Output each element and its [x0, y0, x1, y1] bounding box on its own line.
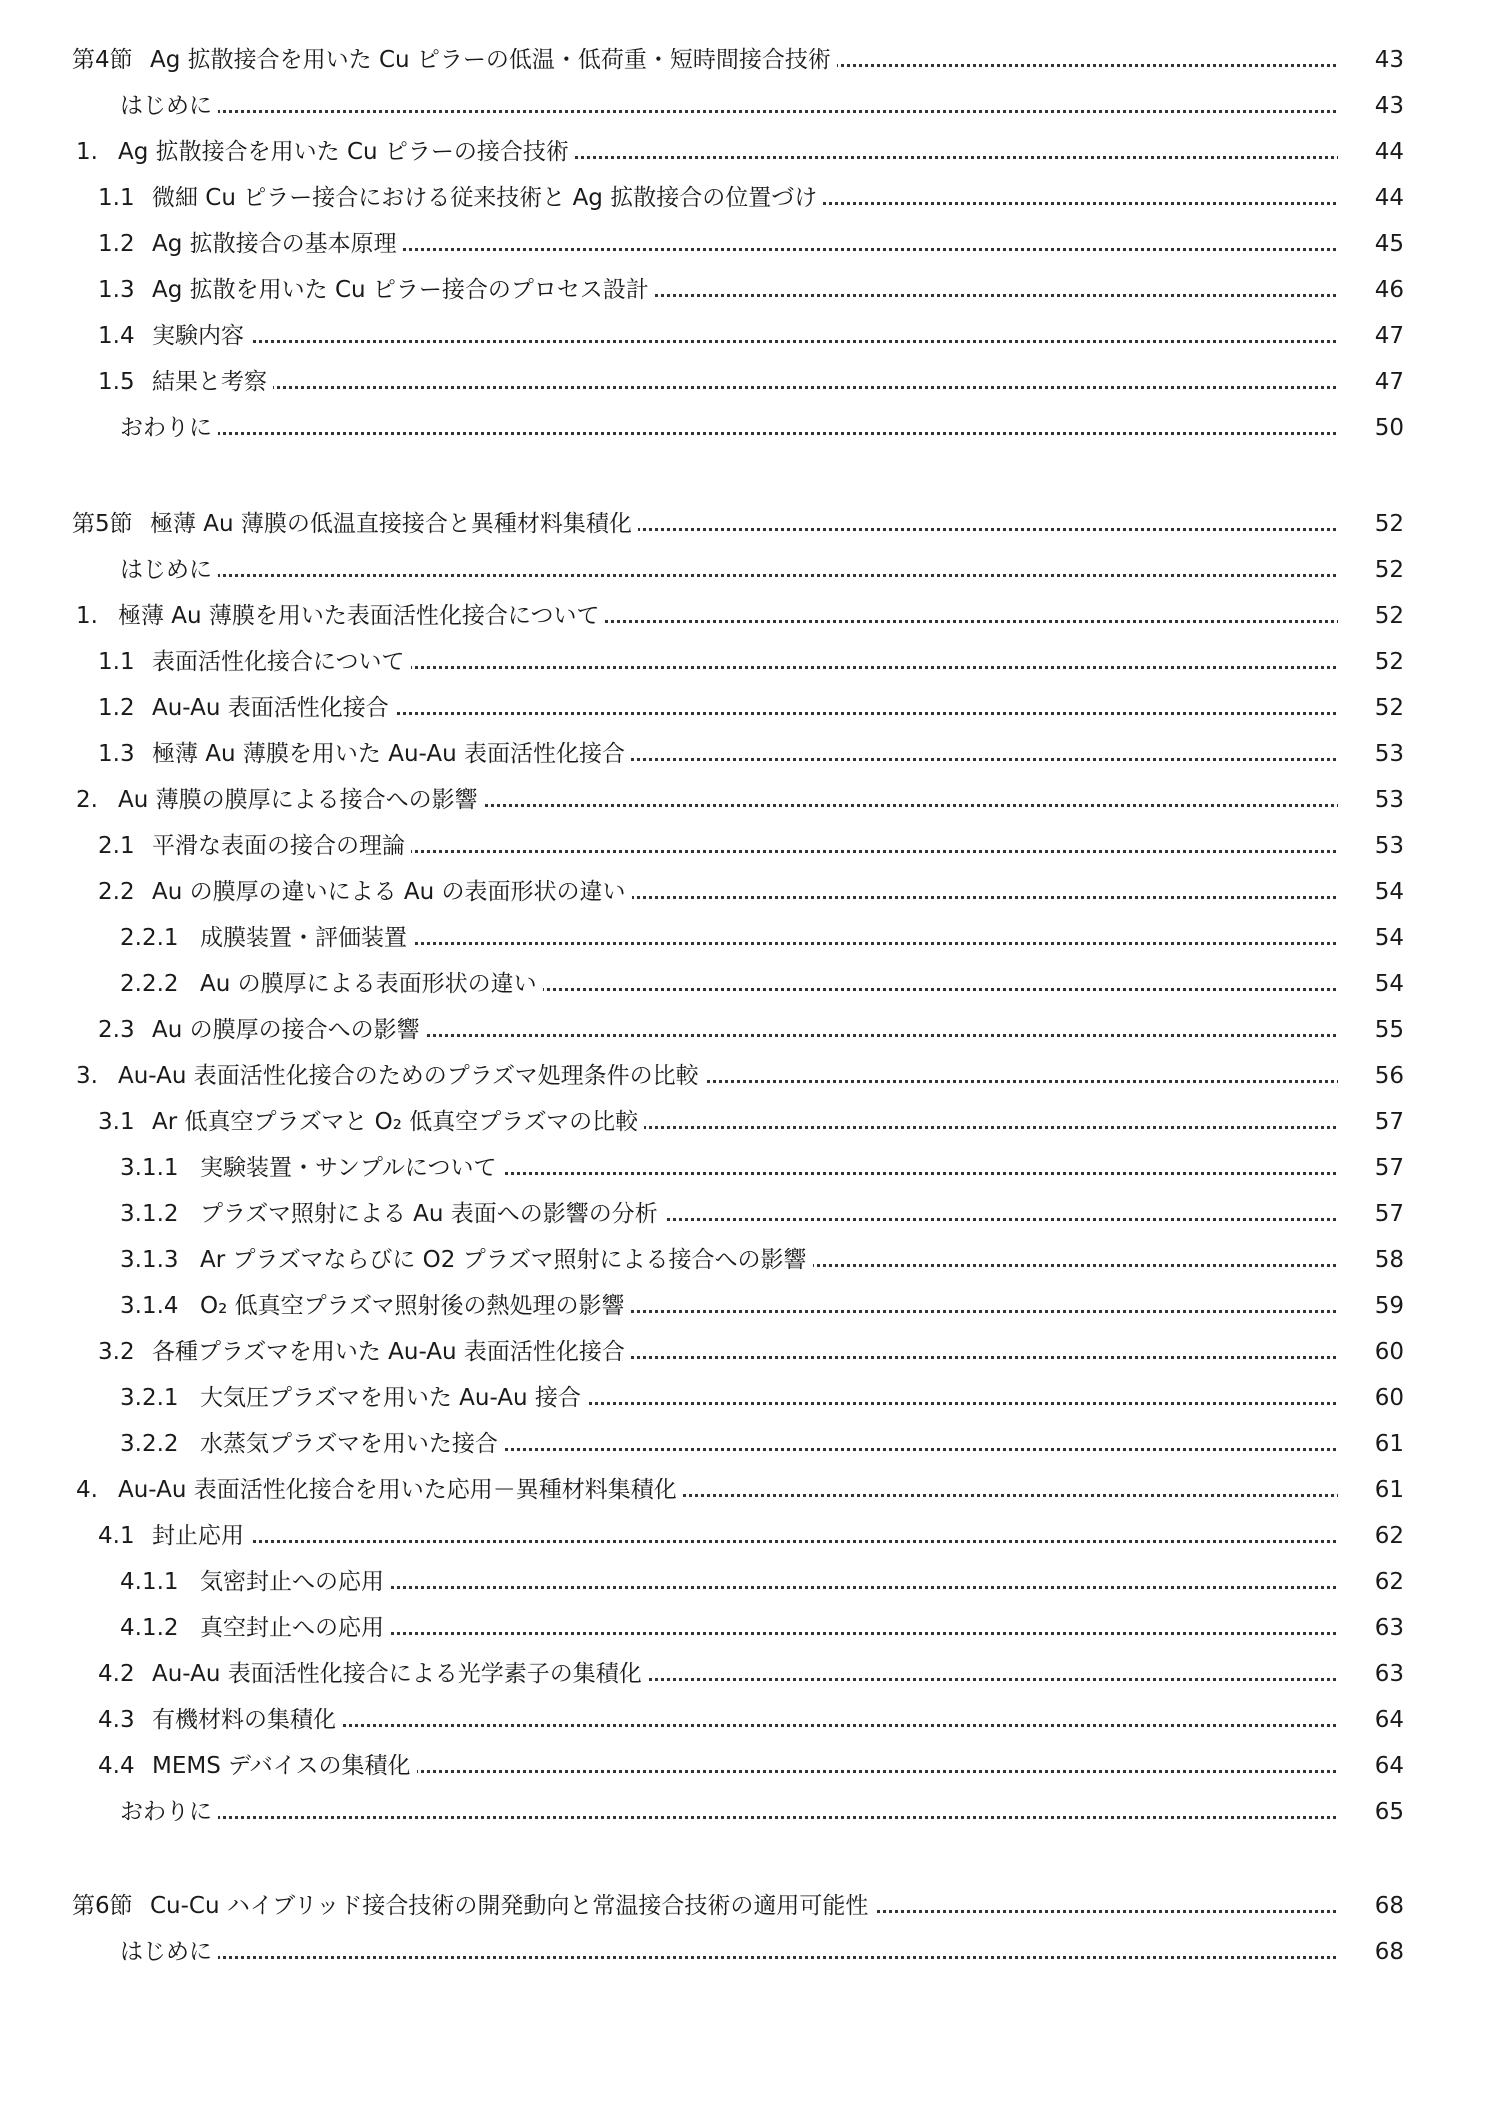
toc-entry [0, 1008, 1496, 1052]
toc-entry-page: 53 [1338, 732, 1404, 776]
toc-entry-title: 極薄 Au 薄膜を用いた Au-Au 表面活性化接合 [152, 732, 631, 776]
toc-entry-title: 有機材料の集積化 [152, 1698, 342, 1742]
toc-entry-page: 60 [1338, 1330, 1404, 1374]
toc-entry-title: Au-Au 表面活性化接合 [152, 686, 395, 730]
toc-entry-number: 3.1.2 [120, 1201, 179, 1227]
toc-entry-page: 55 [1338, 1008, 1404, 1052]
toc-entry [0, 1790, 1496, 1834]
toc-entry [0, 1468, 1496, 1512]
dot-leader [120, 548, 1396, 592]
toc-entry-page: 47 [1338, 360, 1404, 404]
toc-entry-title: MEMS デバイスの集積化 [152, 1744, 417, 1788]
toc-entry-title: はじめに [120, 548, 218, 592]
toc-entry-number: 2.2.2 [120, 971, 179, 997]
toc-entry-number: 2. [76, 787, 98, 813]
toc-entry [0, 38, 1496, 82]
toc-entry [0, 176, 1496, 220]
toc-entry-page: 50 [1338, 406, 1404, 450]
toc-entry-number: 3.1.4 [120, 1293, 179, 1319]
toc-entry-page: 45 [1338, 222, 1404, 266]
toc-entry [0, 130, 1496, 174]
toc-entry-page: 60 [1338, 1376, 1404, 1420]
toc-entry-number: 3.2 [98, 1339, 135, 1365]
toc-entry-page: 63 [1338, 1606, 1404, 1650]
toc-entry-number: 2.3 [98, 1017, 135, 1043]
toc-entry [0, 962, 1496, 1006]
toc-entry [0, 548, 1496, 592]
toc-entry-title: 極薄 Au 薄膜を用いた表面活性化接合について [118, 594, 605, 638]
dot-leader [152, 360, 1396, 404]
toc-entry-number: 第6節 [72, 1893, 133, 1919]
toc-entry-page: 59 [1338, 1284, 1404, 1328]
toc-entry-page: 46 [1338, 268, 1404, 312]
dot-leader [120, 1790, 1396, 1834]
toc-entry-number: 4.1.1 [120, 1569, 179, 1595]
toc-entry-page: 62 [1338, 1514, 1404, 1558]
toc-entry [0, 732, 1496, 776]
toc-entry-title: Au の膜厚の接合への影響 [152, 1008, 426, 1052]
toc-entry-title: 極薄 Au 薄膜の低温直接接合と異種材料集積化 [150, 502, 638, 546]
toc-entry-page: 64 [1338, 1744, 1404, 1788]
toc-entry-number: 1.1 [98, 185, 135, 211]
toc-entry-page: 62 [1338, 1560, 1404, 1604]
toc-entry-title: Au の膜厚の違いによる Au の表面形状の違い [152, 870, 632, 914]
toc-entry-title: Ag 拡散接合を用いた Cu ピラーの接合技術 [118, 130, 575, 174]
toc-entry-page: 52 [1338, 594, 1404, 638]
toc-entry-title: Ag 拡散を用いた Cu ピラー接合のプロセス設計 [152, 268, 655, 312]
toc-entry [0, 314, 1496, 358]
toc-entry-number: 4.1 [98, 1523, 135, 1549]
toc-entry-page: 68 [1338, 1884, 1404, 1928]
toc-entry-title: おわりに [120, 406, 218, 450]
toc-entry [0, 406, 1496, 450]
toc-entry-number: 4.4 [98, 1753, 135, 1779]
toc-entry [0, 268, 1496, 312]
dot-leader [120, 406, 1396, 450]
toc-entry [0, 1744, 1496, 1788]
toc-entry-title: 平滑な表面の接合の理論 [152, 824, 411, 868]
toc-entry-title: Cu-Cu ハイブリッド接合技術の開発動向と常温接合技術の適用可能性 [150, 1884, 874, 1928]
toc-entry-title: Au 薄膜の膜厚による接合への影響 [118, 778, 484, 822]
toc-entry-page: 44 [1338, 176, 1404, 220]
toc-entry-page: 54 [1338, 916, 1404, 960]
toc-entry [0, 824, 1496, 868]
toc-entry-page: 43 [1338, 38, 1404, 82]
toc-entry-page: 52 [1338, 686, 1404, 730]
toc-entry-number: 3.2.1 [120, 1385, 179, 1411]
toc-entry [0, 502, 1496, 546]
toc-entry [0, 1100, 1496, 1144]
toc-entry [0, 360, 1496, 404]
toc-entry-page: 63 [1338, 1652, 1404, 1696]
toc-entry-page: 61 [1338, 1422, 1404, 1466]
toc-entry [0, 686, 1496, 730]
toc-entry-title: Au-Au 表面活性化接合による光学素子の集積化 [152, 1652, 648, 1696]
toc-entry-title: 気密封止への応用 [200, 1560, 390, 1604]
toc-entry [0, 640, 1496, 684]
toc-entry-title: 真空封止への応用 [200, 1606, 390, 1650]
toc-entry [0, 1560, 1496, 1604]
toc-entry-title: Au の膜厚による表面形状の違い [200, 962, 543, 1006]
toc-entry-page: 52 [1338, 502, 1404, 546]
toc-entry [0, 222, 1496, 266]
toc-entry-page: 54 [1338, 870, 1404, 914]
toc-entry-title: 実験装置・サンプルについて [200, 1146, 502, 1190]
dot-leader [152, 314, 1396, 358]
toc-entry [0, 594, 1496, 638]
toc-entry [0, 1652, 1496, 1696]
toc-entry-number: 3.2.2 [120, 1431, 179, 1457]
toc-entry-page: 68 [1338, 1930, 1404, 1974]
toc-entry-page: 47 [1338, 314, 1404, 358]
toc-entry [0, 916, 1496, 960]
toc-entry-title: はじめに [120, 1930, 218, 1974]
toc-entry-title: おわりに [120, 1790, 218, 1834]
toc-entry [0, 1698, 1496, 1742]
toc-entry-number: 1.2 [98, 695, 135, 721]
toc-entry-number: 2.1 [98, 833, 135, 859]
toc-entry-number: 4.1.2 [120, 1615, 179, 1641]
toc-entry-number: 第5節 [72, 511, 133, 537]
toc-entry-page: 58 [1338, 1238, 1404, 1282]
toc-entry-page: 57 [1338, 1100, 1404, 1144]
toc-entry-page: 54 [1338, 962, 1404, 1006]
toc-entry-number: 3.1 [98, 1109, 135, 1135]
toc-entry-page: 65 [1338, 1790, 1404, 1834]
toc-entry-number: 1.4 [98, 323, 135, 349]
toc-entry [0, 1284, 1496, 1328]
toc-entry [0, 778, 1496, 822]
toc-entry [0, 1884, 1496, 1928]
toc-entry-title: 結果と考察 [152, 360, 273, 404]
dot-leader [120, 1930, 1396, 1974]
toc-entry-number: 1. [76, 603, 98, 629]
toc-entry-title: 成膜装置・評価装置 [200, 916, 413, 960]
toc-entry [0, 1930, 1496, 1974]
toc-entry-page: 52 [1338, 640, 1404, 684]
toc-entry [0, 1606, 1496, 1650]
toc-entry-number: 1.3 [98, 277, 135, 303]
toc-entry-number: 3. [76, 1063, 98, 1089]
toc-entry-number: 1.2 [98, 231, 135, 257]
toc-entry-title: Ag 拡散接合を用いた Cu ピラーの低温・低荷重・短時間接合技術 [150, 38, 837, 82]
toc-entry [0, 84, 1496, 128]
toc-entry-title: 微細 Cu ピラー接合における従来技術と Ag 拡散接合の位置づけ [152, 176, 823, 220]
toc-entry-number: 1.3 [98, 741, 135, 767]
toc-entry-number: 1.1 [98, 649, 135, 675]
toc-entry-number: 1.5 [98, 369, 135, 395]
toc-entry [0, 1146, 1496, 1190]
toc-entry-page: 53 [1338, 824, 1404, 868]
toc-entry-title: Ag 拡散接合の基本原理 [152, 222, 403, 266]
toc-entry [0, 1054, 1496, 1098]
toc-entry-title: 実験内容 [152, 314, 250, 358]
toc-entry-page: 52 [1338, 548, 1404, 592]
toc-entry-number: 1. [76, 139, 98, 165]
toc-entry-title: Au-Au 表面活性化接合のためのプラズマ処理条件の比較 [118, 1054, 705, 1098]
toc-entry-title: Ar 低真空プラズマと O₂ 低真空プラズマの比較 [152, 1100, 644, 1144]
dot-leader [152, 1514, 1396, 1558]
toc-entry-page: 57 [1338, 1192, 1404, 1236]
toc-entry-page: 44 [1338, 130, 1404, 174]
toc-entry-title: Au-Au 表面活性化接合を用いた応用－異種材料集積化 [118, 1468, 683, 1512]
toc-entry-number: 4. [76, 1477, 98, 1503]
toc-entry-title: O₂ 低真空プラズマ照射後の熱処理の影響 [200, 1284, 631, 1328]
toc-entry-title: はじめに [120, 84, 218, 128]
toc-entry-page: 64 [1338, 1698, 1404, 1742]
toc-entry-page: 43 [1338, 84, 1404, 128]
toc-entry-title: プラズマ照射による Au 表面への影響の分析 [200, 1192, 664, 1236]
toc-entry-page: 56 [1338, 1054, 1404, 1098]
toc-entry-number: 4.3 [98, 1707, 135, 1733]
toc-entry-number: 第4節 [72, 47, 133, 73]
toc-entry-title: 表面活性化接合について [152, 640, 411, 684]
dot-leader [120, 84, 1396, 128]
toc-entry-number: 3.1.3 [120, 1247, 179, 1273]
toc-entry [0, 1514, 1496, 1558]
toc-entry [0, 1376, 1496, 1420]
toc-entry-page: 53 [1338, 778, 1404, 822]
toc-entry-number: 2.2 [98, 879, 135, 905]
toc-entry [0, 1422, 1496, 1466]
toc-entry-page: 57 [1338, 1146, 1404, 1190]
toc-entry-title: 大気圧プラズマを用いた Au-Au 接合 [200, 1376, 587, 1420]
toc-entry [0, 1330, 1496, 1374]
toc-entry [0, 1238, 1496, 1282]
toc-entry [0, 870, 1496, 914]
toc-entry [0, 1192, 1496, 1236]
toc-entry-number: 4.2 [98, 1661, 135, 1687]
toc-entry-title: 各種プラズマを用いた Au-Au 表面活性化接合 [152, 1330, 631, 1374]
toc-entry-number: 3.1.1 [120, 1155, 179, 1181]
toc-entry-title: 封止応用 [152, 1514, 250, 1558]
toc-entry-number: 2.2.1 [120, 925, 179, 951]
toc-entry-page: 61 [1338, 1468, 1404, 1512]
toc-entry-title: 水蒸気プラズマを用いた接合 [200, 1422, 504, 1466]
toc-entry-title: Ar プラズマならびに O2 プラズマ照射による接合への影響 [200, 1238, 813, 1282]
